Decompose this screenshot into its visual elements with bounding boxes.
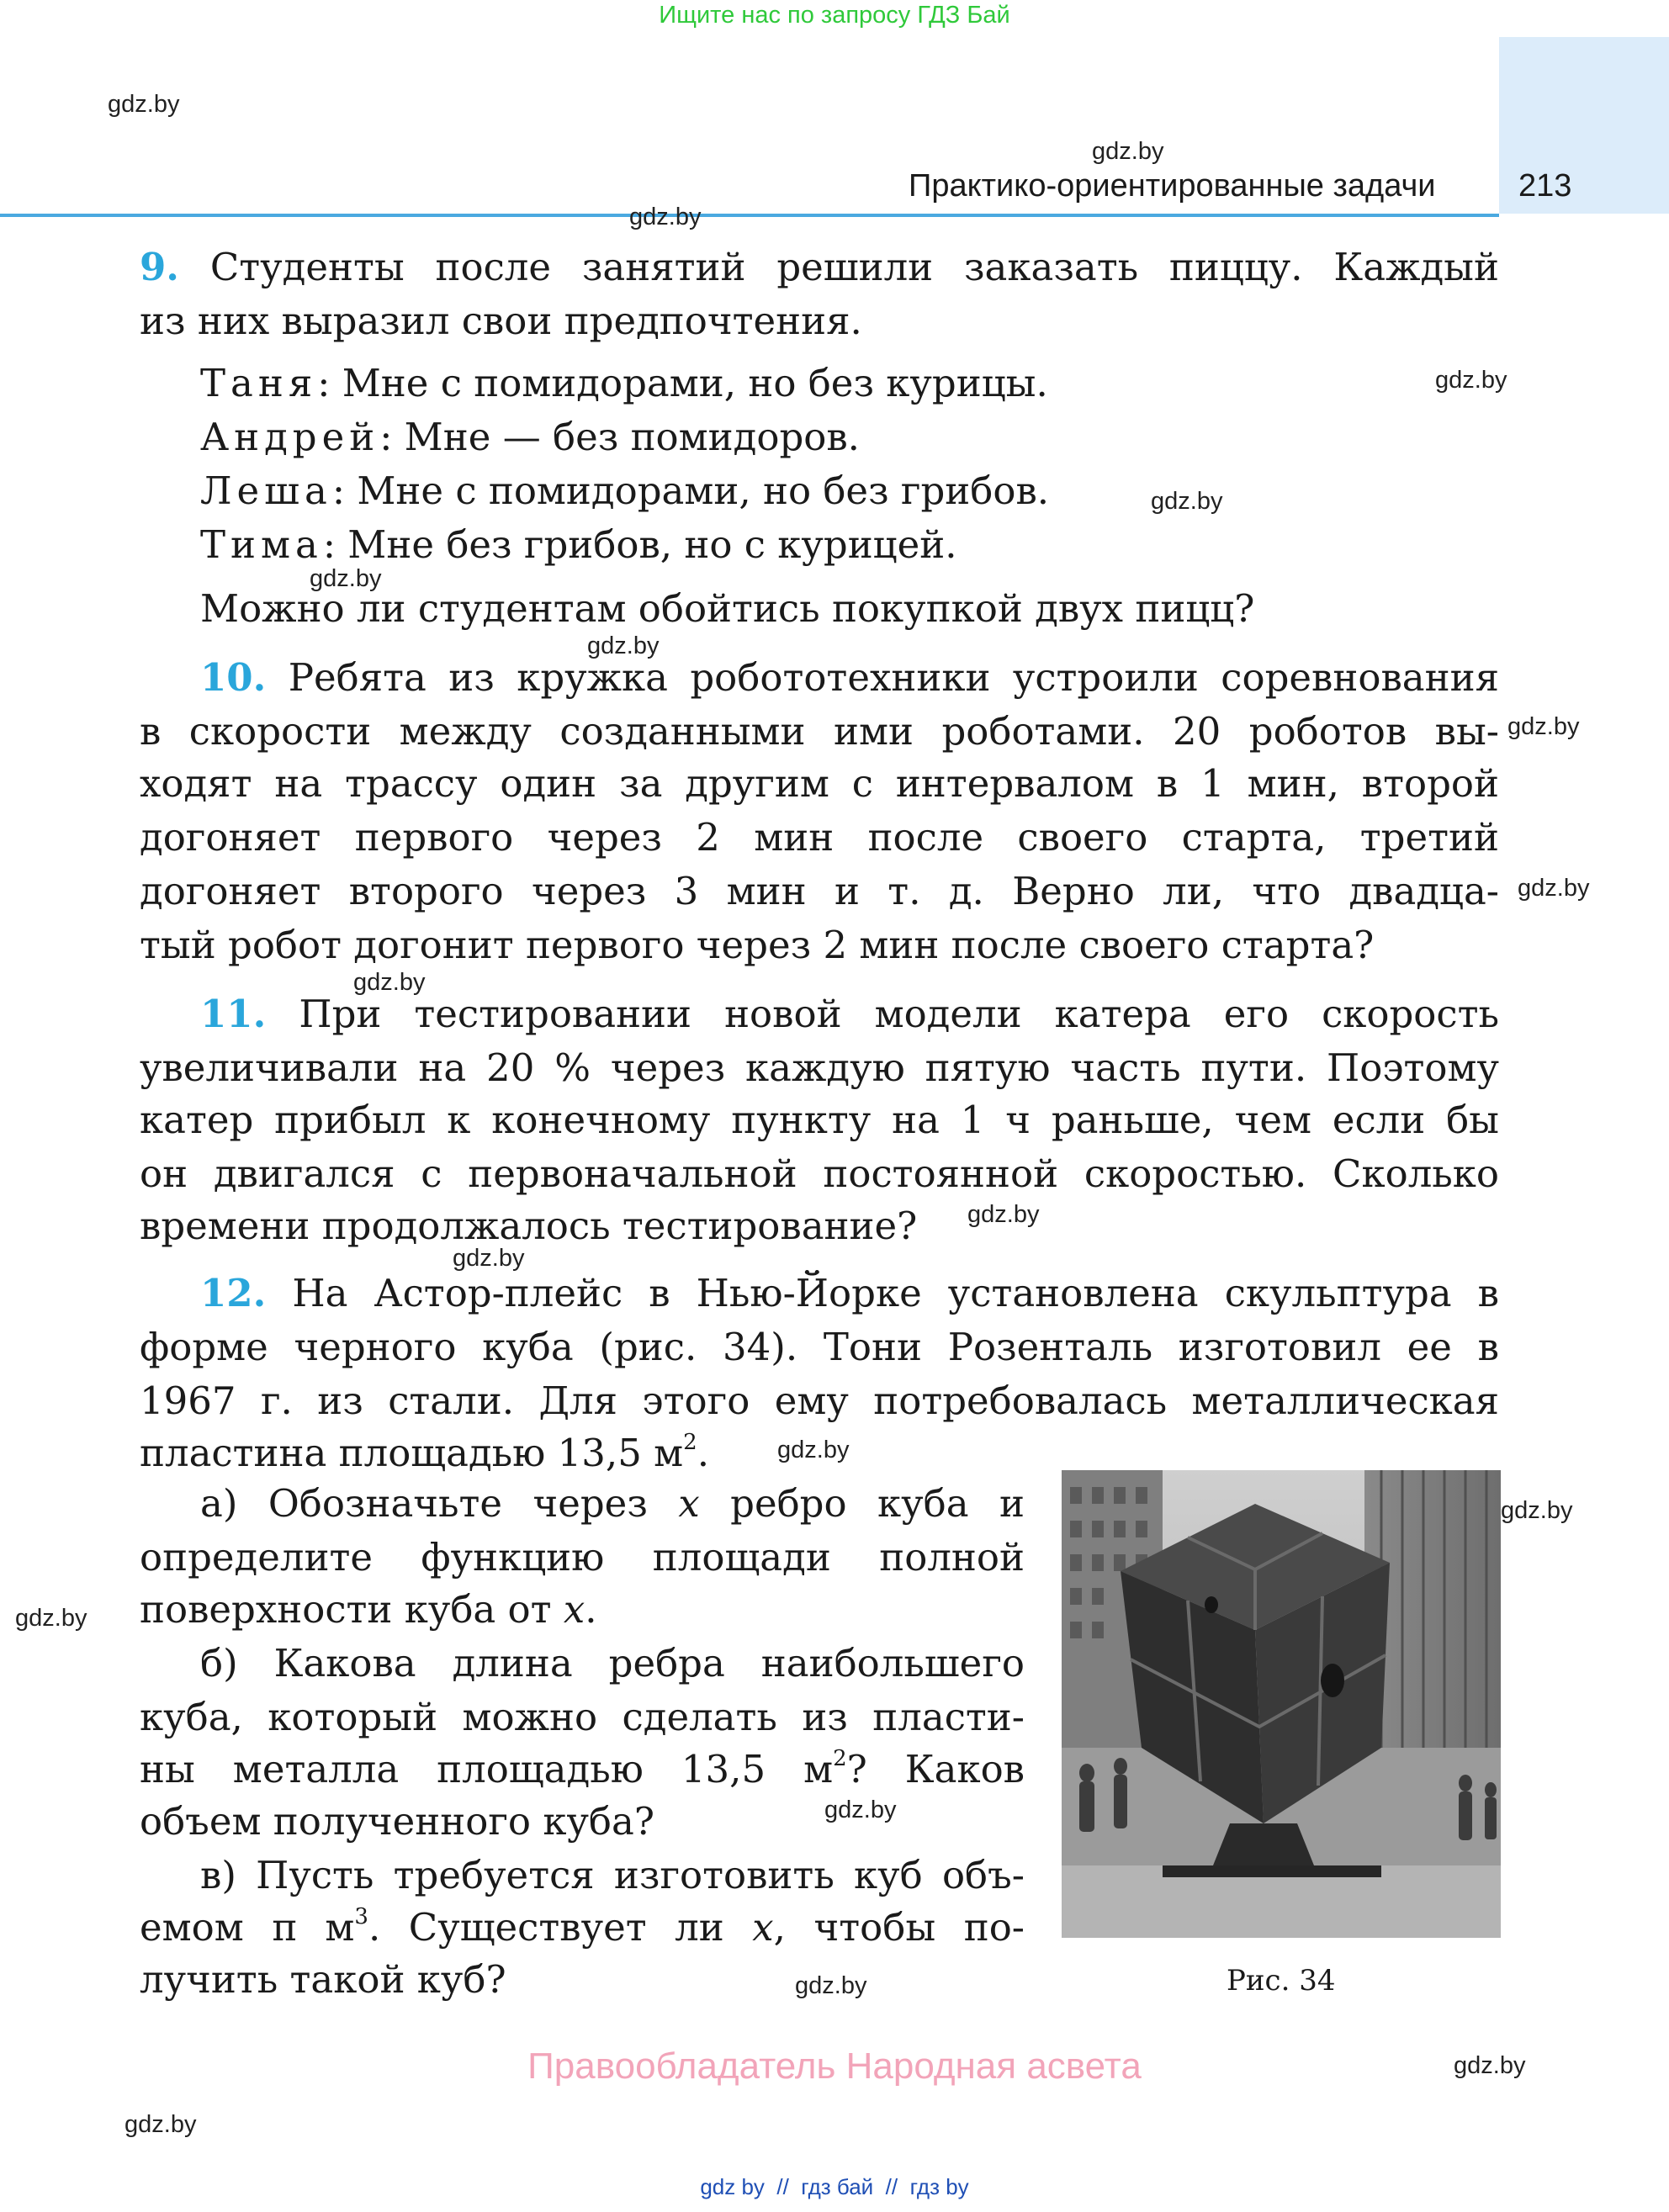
watermark: gdz.by	[15, 1605, 87, 1632]
preference-lesha: Леша: Мне с помидорами, но без грибов.	[200, 468, 1050, 513]
problem-12a-line-2: определите функцию площади полной	[140, 1535, 1025, 1580]
watermark: gdz.by	[1092, 138, 1164, 165]
watermark: gdz.by	[1151, 488, 1223, 515]
problem-10-line-3: ходят на трассу один за другим с интервалом в 1 мин, второй	[140, 761, 1499, 806]
problem-12-line-2: форме черного куба (рис. 34). Тони Розенталь изготовил ее в	[140, 1325, 1499, 1369]
problem-11-number: 11.	[200, 992, 267, 1036]
watermark: gdz.by	[824, 1797, 897, 1823]
problem-10-line-1: 10. Ребята из кружка робототехники устроили соревнования	[200, 655, 1499, 700]
watermark: gdz.by	[1435, 367, 1507, 394]
link-separator: //	[885, 2174, 898, 2199]
problem-10-number: 10.	[200, 655, 267, 700]
problem-9-line-1: 9. Студенты после занятий решили заказать пиццу. Каждый	[140, 245, 1499, 289]
watermark: gdz.by	[1454, 2052, 1526, 2079]
watermark: gdz.by	[587, 632, 660, 659]
watermark: gdz.by	[310, 565, 382, 592]
preference-tima: Тима: Мне без грибов, но с курицей.	[200, 522, 957, 567]
problem-10-line-6: тый робот догонит первого через 2 мин после своего старта?	[140, 923, 1375, 967]
problem-12b-line-4: объем полученного куба?	[140, 1799, 654, 1844]
problem-11-line-4: он двигался с первоначальной постоянной скоростью. Сколько	[140, 1151, 1499, 1196]
watermark: gdz.by	[629, 204, 702, 230]
watermark: gdz.by	[1501, 1497, 1573, 1524]
problem-12b-line-3: ны металла площадью 13,5 $м^2$? Каков	[140, 1746, 1025, 1791]
copyright-holder: Правообладатель Народная асвета	[527, 2045, 1142, 2087]
watermark: gdz.by	[125, 2111, 197, 2138]
problem-12a-line-3: поверхности куба от x.	[140, 1587, 597, 1632]
problem-12b-line-1: б) Какова длина ребра наибольшего	[200, 1641, 1025, 1685]
problem-12-line-1: 12. На Астор-плейс в Нью-Йорке установлена скульптура в	[200, 1271, 1499, 1315]
problem-12-number: 12.	[200, 1271, 267, 1315]
problem-11-line-3: катер прибыл к конечному пункту на 1 ч раньше, чем если бы	[140, 1098, 1499, 1142]
problem-12c-line-3: лучить такой куб?	[140, 1957, 506, 2002]
top-banner[interactable]: Ищите нас по запросу ГДЗ Бай	[659, 2, 1010, 29]
problem-11-line-2: увеличивали на 20 % через каждую пятую часть пути. Поэтому	[140, 1045, 1499, 1090]
problem-12c-line-1: в) Пусть требуется изготовить куб объ-	[200, 1853, 1025, 1897]
problem-11-line-1: 11. При тестировании новой модели катера его скорость	[200, 992, 1499, 1036]
problem-12c-line-2: емом π $м^3$. Существует ли x, чтобы по-	[140, 1904, 1025, 1950]
link-gdz-by-2[interactable]: гдз by	[909, 2174, 969, 2199]
problem-12a-line-1: а) Обозначьте через x ребро куба и	[200, 1481, 1025, 1526]
problem-12-line-3: 1967 г. из стали. Для этого ему потребовалась металлическая	[140, 1379, 1499, 1423]
problem-9-number: 9.	[140, 245, 179, 289]
cube-sculpture-photo	[1062, 1470, 1501, 1938]
watermark: gdz.by	[1507, 713, 1580, 740]
problem-9-line-2: из них выразил свои предпочтения.	[140, 299, 862, 343]
problem-12-line-4: пластина площадью 13,5 $м^2$.	[140, 1430, 710, 1475]
watermark: gdz.by	[453, 1245, 525, 1272]
watermark: gdz.by	[967, 1201, 1040, 1228]
watermark: gdz.by	[777, 1437, 850, 1463]
watermark: gdz.by	[1518, 875, 1590, 902]
link-separator: //	[776, 2174, 789, 2199]
figure-caption: Рис. 34	[1227, 1964, 1336, 1998]
preference-tanya: Таня: Мне с помидорами, но без курицы.	[200, 361, 1048, 405]
problem-10-line-2: в скорости между созданными ими роботами. 20 роботов вы-	[140, 709, 1499, 754]
watermark: gdz.by	[353, 969, 426, 996]
problem-12b-line-2: куба, который можно сделать из пласти-	[140, 1695, 1025, 1739]
problem-10-line-5: догоняет второго через 3 мин и т. д. Верно ли, что двадца-	[140, 869, 1499, 913]
bottom-links	[0, 2174, 1669, 2200]
link-gdz-by[interactable]: gdz by	[700, 2174, 765, 2199]
page-number: 213	[1518, 168, 1572, 204]
problem-10-line-4: догоняет первого через 2 мин после своего старта, третий	[140, 815, 1499, 860]
preference-andrey: Андрей: Мне — без помидоров.	[200, 415, 860, 459]
watermark: gdz.by	[108, 91, 180, 118]
header-title: Практико-ориентированные задачи	[909, 168, 1436, 204]
problem-11-line-5: времени продолжалось тестирование?	[140, 1204, 918, 1248]
header-rule	[0, 214, 1499, 217]
link-gdz-bai[interactable]: гдз бай	[801, 2174, 874, 2199]
watermark: gdz.by	[795, 1972, 867, 1999]
problem-9-question: Можно ли студентам обойтись покупкой двух пицц?	[200, 586, 1255, 631]
